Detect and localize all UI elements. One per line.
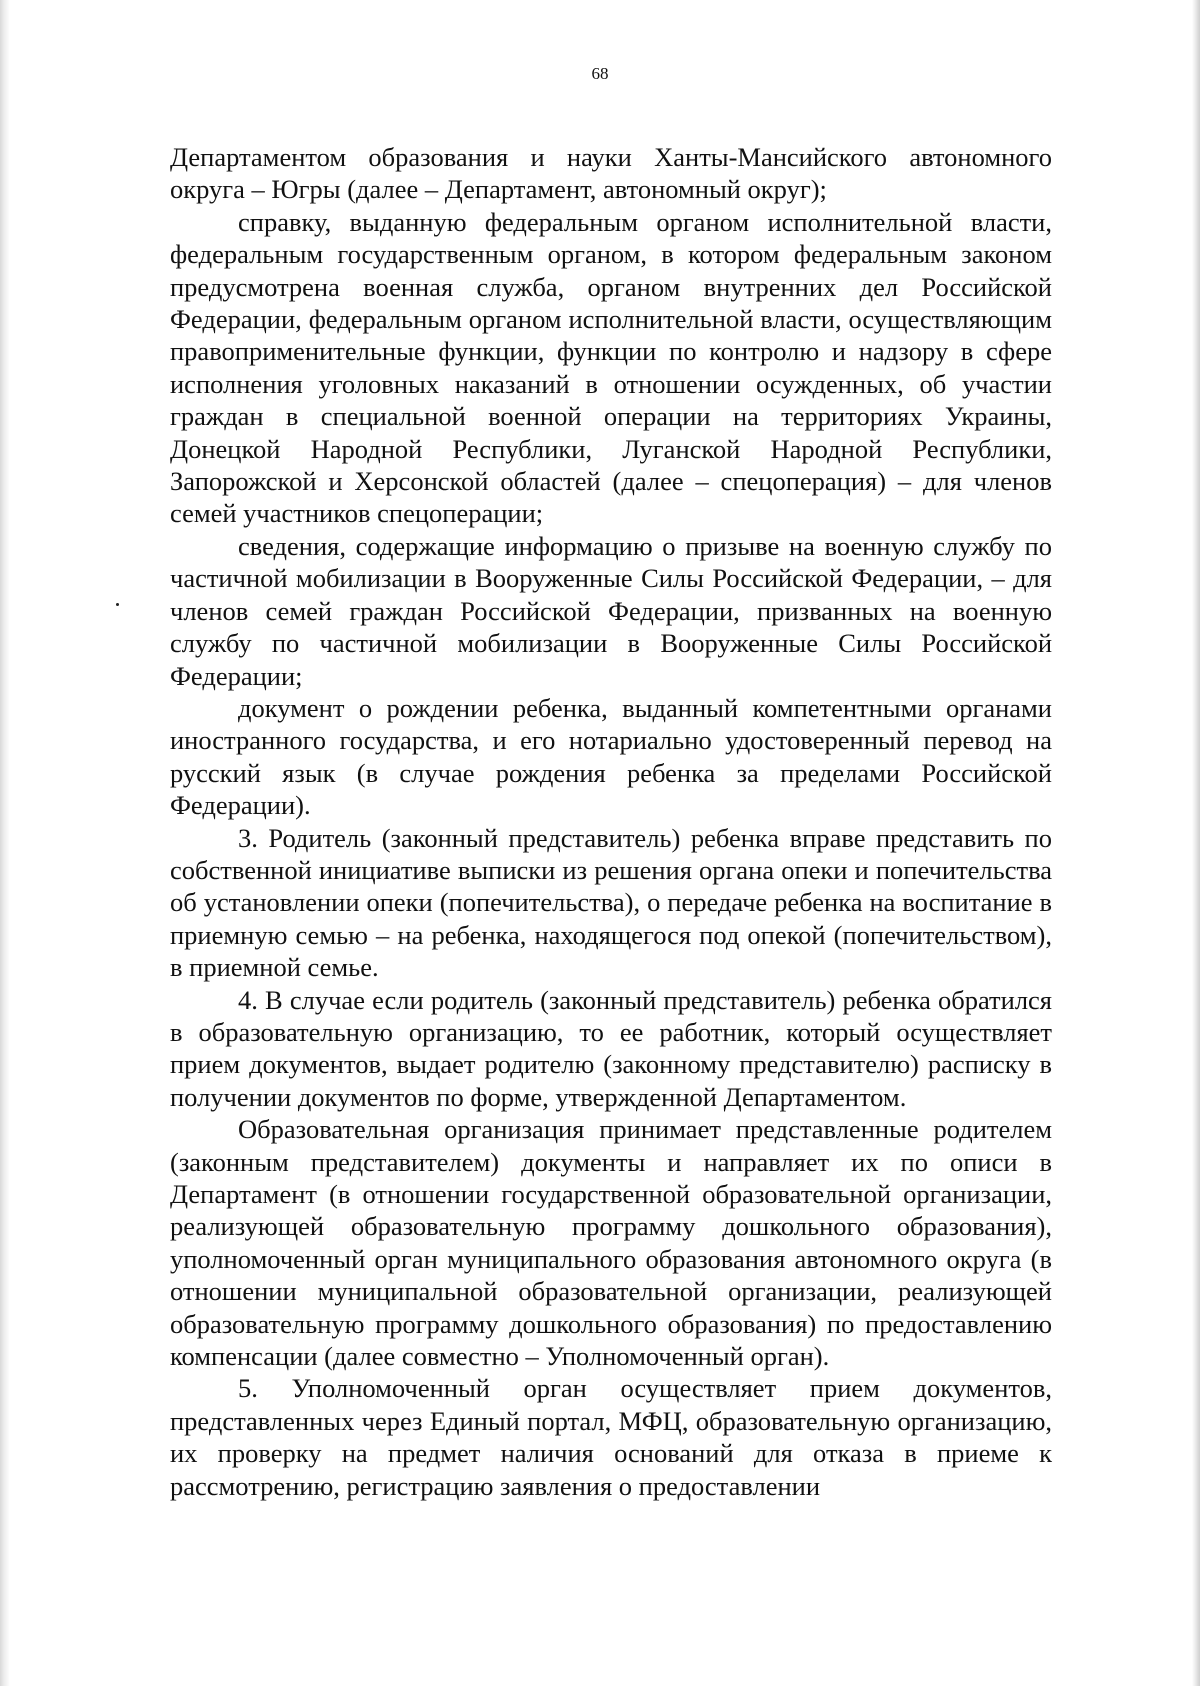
page-number: 68 bbox=[591, 64, 609, 83]
scan-edge-right bbox=[1192, 0, 1200, 1686]
document-body bbox=[170, 141, 1052, 1502]
paragraph-certificate: справку, выданную федеральным органом исполнительной власти, федеральным государственным органом, в котором федеральным законом предусмотрена военная служба, органом внутренних дел Российской Федерации, федеральным органом исполнительной власти, осуществляющим правоприменительные функции, функции по контролю и надзору в сфере исполнения уголовных наказаний в отношении осужденных, об участии граждан в специальной военной операции на территориях Украины, Донецкой Народной Республики, Луганской Народной Республики, Запорожской и Херсонской областей (далее – спецоперация) – для членов семей участников спецоперации; bbox=[170, 206, 1052, 529]
paragraph-clause-5: 5. Уполномоченный орган осуществляет прием документов, представленных через Единый портал, МФЦ, образовательную организацию, их проверку на предмет наличия оснований для отказа в приеме к рассмотрению, регистрацию заявления о предоставлении bbox=[170, 1373, 1052, 1501]
paragraph-mobilization-info: сведения, содержащие информацию о призыве на военную службу по частичной мобилизации в Вооруженные Силы Российской Федерации, – для членов семей граждан Российской Федерации, призванных на военную службу по частичной мобилизации в Вооруженные Силы Российской Федерации; bbox=[170, 530, 1052, 691]
scan-edge-left bbox=[0, 0, 10, 1686]
paragraph-clause-4: 4. В случае если родитель (законный представитель) ребенка обратился в образовательную организацию, то ее работник, который осуществляет прием документов, выдает родителю (законному представителю) расписку в получении документов по форме, утвержденной Департаментом. bbox=[170, 984, 1052, 1112]
paragraph-organization-accepts: Образовательная организация принимает представленные родителем (законным представителем) документы и направляет их по описи в Департамент (в отношении государственной образовательной организации, реализующей образовательную программу дошкольного образования), уполномоченный орган муниципального образования автономного округа (в отношении муниципальной образовательной организации, реализующей образовательную программу дошкольного образования) по предоставлению компенсации (далее совместно – Уполномоченный орган). bbox=[170, 1114, 1052, 1372]
paragraph-birth-document: документ о рождении ребенка, выданный компетентными органами иностранного государства, и его нотариально удостоверенный перевод на русский язык (в случае рождения ребенка за пределами Российской Федерации). bbox=[170, 692, 1052, 821]
scan-artifact-dot bbox=[116, 603, 119, 606]
paragraph-department: Департаментом образования и науки Ханты-Мансийского автономного округа – Югры (далее – Департамент, автономный округ); bbox=[170, 142, 1052, 205]
paragraph-clause-3: 3. Родитель (законный представитель) ребенка вправе представить по собственной инициативе выписки из решения органа опеки и попечительства об установлении опеки (попечительства), о передаче ребенка на воспитание в приемную семью – на ребенка, находящегося под опекой (попечительством), в приемной семье. bbox=[170, 822, 1052, 983]
